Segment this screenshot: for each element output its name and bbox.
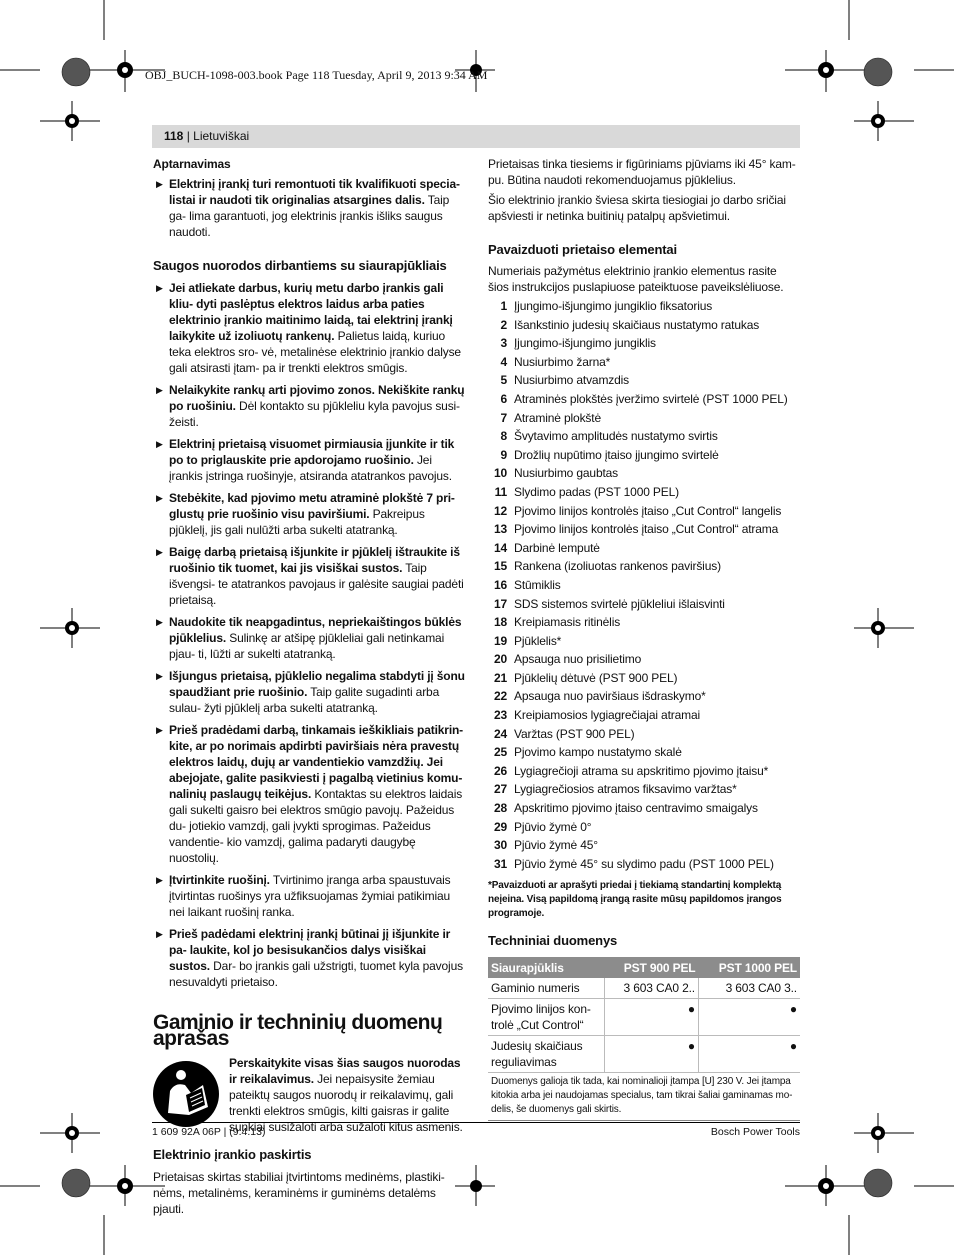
safety-item [153, 544, 465, 608]
element-label: Kreipiamasis ritinėlis [514, 615, 621, 630]
safety-item-text: Jei įrankis įstringa ruošinyje, atsiranda atatrankos pavojus. [169, 453, 452, 483]
safety-item-text: Palietus laidą, kuriuo teka elektros sro- vė, metalinėse elektrinio įrankio dalyse gali atsirasti įtam- pa ir trenkti elektros smūgis. [169, 329, 461, 375]
service-heading: Aptarnavimas [153, 157, 231, 171]
element-number: 5 [500, 373, 507, 388]
purpose-text: Prietaisas skirtas stabiliai įtvirtintoms medinėms, plastiki- nėms, metalinėms, keraminėms ir guminėms detalėms pjauti. [153, 1170, 445, 1216]
element-item [488, 464, 800, 483]
triangle-bullet-icon: ▶ [156, 671, 163, 681]
element-label: Nusiurbimo atvamzdis [514, 373, 630, 388]
safety-item-text: Taip išvengsi- te atatrankos pavojaus ir galėsite saugiai padėti prietaisą. [169, 561, 464, 607]
element-label: Atraminės plokštės įveržimo svirtelė (PST 1000 PEL) [514, 391, 788, 406]
element-item [488, 855, 800, 874]
element-number: 18 [493, 615, 507, 630]
read-notice-text: Jei nepaisysite žemiau pateiktų saugos nuorodų ir reikalavimų, gali trenkti elektros smūgis, kilti gaisras ir galite sunkiai susižaloti arba sužaloti kitus asmenis. [229, 1072, 463, 1134]
element-item [488, 334, 800, 353]
triangle-bullet-icon: ▶ [156, 617, 163, 627]
safety-list [153, 280, 465, 990]
footer-rule [152, 1122, 800, 1123]
element-item [488, 557, 800, 576]
element-item [488, 743, 800, 762]
safety-item-bold: Naudokite tik neapgadintus, nepriekaištingos būklės pjūklelius. [169, 615, 462, 645]
tech-value-pst1000: ● [698, 1036, 800, 1073]
tech-value-pst900: ● [604, 1036, 698, 1073]
element-label: Pjovimo kampo nustatymo skalė [514, 745, 682, 760]
safety-item [153, 668, 465, 716]
elements-heading: Pavaizduoti prietaiso elementai [488, 242, 677, 257]
page-band [152, 125, 800, 148]
element-number: 17 [493, 596, 507, 611]
element-item [488, 706, 800, 725]
element-number: 7 [500, 410, 507, 425]
read-notice-bold: Perskaitykite visas šias saugos nuorodas ir reikalavimus. [229, 1056, 461, 1086]
element-number: 11 [494, 484, 507, 499]
tech-row-label: Pjovimo linijos kon- trolė „Cut Control“ [488, 999, 604, 1036]
tech-table [488, 957, 800, 1073]
element-label: Pjūklelis* [514, 633, 562, 648]
read-manual-icon [153, 1061, 219, 1127]
element-item [488, 613, 800, 632]
safety-item [153, 280, 465, 376]
safety-item-text: Dar- bo įrankis gali užstrigti, tuomet kyla pavojus nesuvaldyti prietaiso. [169, 959, 463, 989]
triangle-bullet-icon: ▶ [156, 385, 163, 395]
element-number: 4 [500, 354, 507, 369]
tech-table-row [488, 978, 800, 999]
element-label: Pjūvio žymė 0° [514, 819, 592, 834]
tech-value-pst900: 3 603 CA0 2.. [604, 978, 698, 999]
triangle-bullet-icon: ▶ [156, 875, 163, 885]
safety-item-bold: Nelaikykite rankų arti pjovimo zonos. Nekiškite rankų po ruošiniu. [169, 383, 465, 413]
section-title: Gaminio ir techninių duomenų aprašas [153, 1011, 443, 1050]
safety-item-bold: Baigę darbą prietaisą išjunkite ir pjūklelį ištraukite iš ruošinio tik tuomet, kai jis visiškai sustos. [169, 545, 460, 575]
page-language: Lietuviškai [193, 129, 250, 143]
safety-item-bold: Prieš pradėdami darbą, tinkamais ieškikliais patikrin- kite, ar po norimais apdirbti paviršiais nėra pravestų elektros laidų, dujų ar vandentiekio vamzdžių. Jei abejojate, galite pasikviesti į pagalbą vietinius komu- nalinių paslaugų teikėjus. [169, 723, 464, 801]
element-label: Švytavimo amplitudės nustatymo svirtis [514, 429, 718, 444]
element-item [488, 799, 800, 818]
safety-item-text: Taip galite sugadinti arba sulau- žyti pjūklelį arba sukelti atatranką. [169, 685, 440, 715]
element-label: Įjungimo-išjungimo jungiklio fiksatorius [514, 299, 713, 313]
safety-item-bold: Prieš padėdami elektrinį įrankį būtinai jį išjunkite ir pa- laukite, kol jo besisukančios dalys visiškai sustos. [169, 927, 451, 973]
element-label: Apskritimo pjovimo įtaiso centravimo smaigalys [514, 801, 758, 816]
element-label: Apsauga nuo prisilietimo [514, 652, 642, 667]
safety-item [153, 722, 465, 866]
safety-item-bold: Išjungus prietaisą, pjūklelio negalima stabdyti jį šonu spaudžiant prie ruošinio. [169, 669, 465, 699]
element-item [488, 632, 800, 651]
element-number: 29 [493, 819, 507, 834]
element-label: Išankstinio judesių skaičiaus nustatymo ratukas [514, 317, 760, 332]
tech-row-label: Gaminio numeris [488, 978, 604, 999]
tech-table-row [488, 999, 800, 1036]
triangle-bullet-icon: ▶ [156, 493, 163, 503]
footer-left: 1 609 92A 06P | (9.4.13) [152, 1126, 266, 1138]
element-label: Pjovimo linijos kontrolės įtaiso „Cut Control“ atrama [514, 522, 779, 537]
element-number: 19 [493, 633, 507, 648]
element-number: 6 [500, 391, 507, 406]
element-label: Drožlių nupūtimo įtaiso įjungimo svirtelė [514, 447, 719, 462]
triangle-bullet-icon: ▶ [156, 725, 163, 735]
safety-item-bold: Įtvirtinkite ruošinį. [169, 873, 270, 887]
triangle-bullet-icon: ▶ [156, 929, 163, 939]
safety-item [153, 926, 465, 990]
element-label: Lygiagrečioji atrama su apskritimo pjovimo įtaisu* [514, 763, 769, 778]
element-number: 22 [493, 689, 507, 704]
triangle-bullet-icon: ▶ [156, 547, 163, 557]
element-number: 1 [500, 299, 507, 313]
element-item [488, 409, 800, 428]
element-item [488, 297, 800, 316]
element-item [488, 780, 800, 799]
tech-col-header: PST 900 PEL [604, 957, 698, 978]
element-item [488, 687, 800, 706]
left-column [153, 156, 465, 1217]
element-number: 16 [493, 577, 507, 592]
element-number: 12 [493, 503, 507, 518]
element-label: Slydimo padas (PST 1000 PEL) [514, 484, 680, 499]
safety-item [153, 872, 465, 920]
element-number: 23 [493, 708, 507, 723]
element-number: 27 [493, 782, 507, 797]
safety-item-bold: Jei atliekate darbus, kurių metu darbo įrankis gali kliu- dyti paslėptus elektros laidus arba paties elektrinio įrankio maitinimo laidą, tai elektrinį įrankį laikykite už izoliuotų rankenų. [169, 281, 453, 343]
element-label: Rankena (izoliuotas rankenos paviršius) [514, 559, 721, 574]
element-label: Lygiagrečiosios atramos fiksavimo varžtas* [514, 782, 737, 797]
element-number: 2 [500, 317, 507, 332]
element-label: Pjūklelių dėtuvė (PST 900 PEL) [514, 670, 678, 685]
element-item [488, 483, 800, 502]
element-item [488, 520, 800, 539]
elements-intro: Numeriais pažymėtus elektrinio įrankio elementus rasite šios instrukcijos puslapiuose pateiktuose paveikslėliuose. [488, 264, 784, 294]
element-number: 31 [493, 856, 507, 871]
intro-paragraph-2: Šio elektrinio įrankio šviesa skirta tiesiogiai jo darbo sričiai apšviesti ir netinka buitinių patalpų apšvietimui. [488, 193, 786, 223]
elements-list [488, 297, 800, 873]
element-item [488, 818, 800, 837]
triangle-bullet-icon: ▶ [156, 179, 163, 189]
tech-value-pst900: ● [604, 999, 698, 1036]
element-item [488, 427, 800, 446]
tech-value-pst1000: 3 603 CA0 3.. [698, 978, 800, 999]
band-separator: | [183, 129, 194, 143]
element-label: Darbinė lemputė [514, 540, 600, 555]
element-number: 26 [493, 763, 507, 778]
element-item [488, 390, 800, 409]
element-item [488, 502, 800, 521]
element-label: Stūmiklis [514, 577, 561, 592]
element-item [488, 371, 800, 390]
element-label: Nusiurbimo gaubtas [514, 466, 619, 481]
element-number: 25 [493, 745, 507, 760]
safety-item [153, 436, 465, 484]
element-item [488, 762, 800, 781]
safety-heading: Saugos nuorodos dirbantiems su siaurapjūkliais [153, 258, 447, 273]
safety-item-text: Tvirtinimo įranga arba spaustuvais įtvirtintas ruošinys yra užfiksuojamas žymiai patikimiau nei laikant ruošinį ranka. [169, 873, 451, 919]
element-label: Pjūvio žymė 45° su slydimo padu (PST 1000 PEL) [514, 856, 774, 871]
tech-heading: Techniniai duomenys [488, 933, 618, 949]
triangle-bullet-icon: ▶ [156, 283, 163, 293]
element-item [488, 650, 800, 669]
tech-col-header: Siaurapjūklis [488, 957, 604, 978]
element-number: 8 [500, 429, 507, 444]
print-header: OBJ_BUCH-1098-003.book Page 118 Tuesday, April 9, 2013 9:34 AM [145, 68, 488, 82]
element-number: 15 [493, 559, 507, 574]
element-number: 24 [493, 726, 507, 741]
element-item [488, 669, 800, 688]
tech-table-header [488, 957, 800, 978]
element-number: 20 [493, 652, 507, 667]
safety-item [153, 614, 465, 662]
triangle-bullet-icon: ▶ [156, 439, 163, 449]
right-column [488, 156, 800, 1121]
element-label: Įjungimo-išjungimo jungiklis [514, 336, 656, 351]
element-item [488, 725, 800, 744]
safety-item-bold: Elektrinį prietaisą visuomet pirmiausia įjunkite ir tik po to priglauskite prie apdorojamo ruošinio. [169, 437, 455, 467]
element-number: 10 [493, 466, 507, 481]
service-item [153, 176, 465, 240]
safety-item [153, 382, 465, 430]
service-item-bold: Elektrinį įrankį turi remontuoti tik kvalifikuoti specia- listai ir naudoti tik originalias atsargines dalis. [169, 177, 460, 207]
accessory-note: *Pavaizduoti ar aprašyti priedai į tiekiamą standartinį komplektą neįeina. Visą papildomą įrangą rasite mūsų papildomos įrangos programoje. [488, 880, 782, 920]
intro-paragraph-1: Prietaisas tinka tiesiems ir figūriniams pjūviams iki 45° kam- pu. Būtina naudoti rekomenduojamus pjūklelius. [488, 157, 796, 187]
safety-item-text: Pakreipus pjūklelį, jis gali nulūžti arba sukelti atatranką. [169, 507, 425, 537]
tech-value-pst1000: ● [698, 999, 800, 1036]
safety-item-text: Kontaktas su elektros laidais gali sukelti gaisro bei elektros smūgio pavojų. Pažeidus du- jotiekio vamzdį, gali įvykti sprogimas. Pažeidus vandentie- kio vamzdį, galima padaryti daugybę nuostolių. [169, 787, 463, 865]
element-label: Pjovimo linijos kontrolės įtaiso „Cut Control“ langelis [514, 503, 782, 518]
element-item [488, 576, 800, 595]
element-item [488, 595, 800, 614]
safety-item-text: Dėl kontakto su pjūkleliu kyla pavojus susi- žeisti. [169, 399, 460, 429]
element-number: 21 [493, 670, 507, 685]
element-item [488, 836, 800, 855]
element-label: Varžtas (PST 900 PEL) [514, 726, 635, 741]
element-number: 3 [500, 336, 507, 351]
safety-item-text: Sulinkę ar atšipę pjūkleliai gali netinkamai pjau- ti, lūžti ar sukelti atatranką. [169, 631, 445, 661]
tech-footnote: Duomenys galioja tik tada, kai nominalioji įtampa [U] 230 V. Jei įtampa kitokia arba jei naudojamas specialus, tam tikrai šaliai gaminamas mo- delis, še duomenys gali skirtis. [488, 1075, 800, 1121]
element-item [488, 353, 800, 372]
element-label: Kreipiamosios lygiagrečiajai atramai [514, 708, 701, 723]
element-label: SDS sistemos svirtelė pjūkleliui išlaisvinti [514, 596, 725, 611]
footer-right: Bosch Power Tools [710, 1126, 800, 1138]
element-number: 13 [493, 522, 507, 537]
element-label: Nusiurbimo žarna* [514, 354, 611, 369]
element-number: 9 [500, 447, 507, 462]
purpose-heading: Elektrinio įrankio paskirtis [153, 1147, 312, 1162]
element-item [488, 446, 800, 465]
service-item-text: Taip ga- lima garantuoti, jog elektrinis įrankis išliks saugus naudoti. [169, 193, 450, 239]
page-number: 118 [164, 129, 184, 143]
element-number: 28 [493, 801, 507, 816]
element-number: 14 [493, 540, 507, 555]
element-label: Atraminė plokštė [514, 410, 601, 425]
element-item [488, 539, 800, 558]
element-label: Apsauga nuo paviršiaus išdraskymo* [514, 689, 706, 704]
tech-row-label: Judesių skaičiaus reguliavimas [488, 1036, 604, 1073]
tech-col-header: PST 1000 PEL [698, 957, 800, 978]
element-item [488, 316, 800, 335]
tech-table-row [488, 1036, 800, 1073]
element-label: Pjūvio žymė 45° [514, 838, 598, 853]
safety-item-bold: Stebėkite, kad pjovimo metu atraminė plokštė 7 pri- glustų prie ruošinio visu paviršiumi. [169, 491, 455, 521]
element-number: 30 [493, 838, 507, 853]
safety-item [153, 490, 465, 538]
